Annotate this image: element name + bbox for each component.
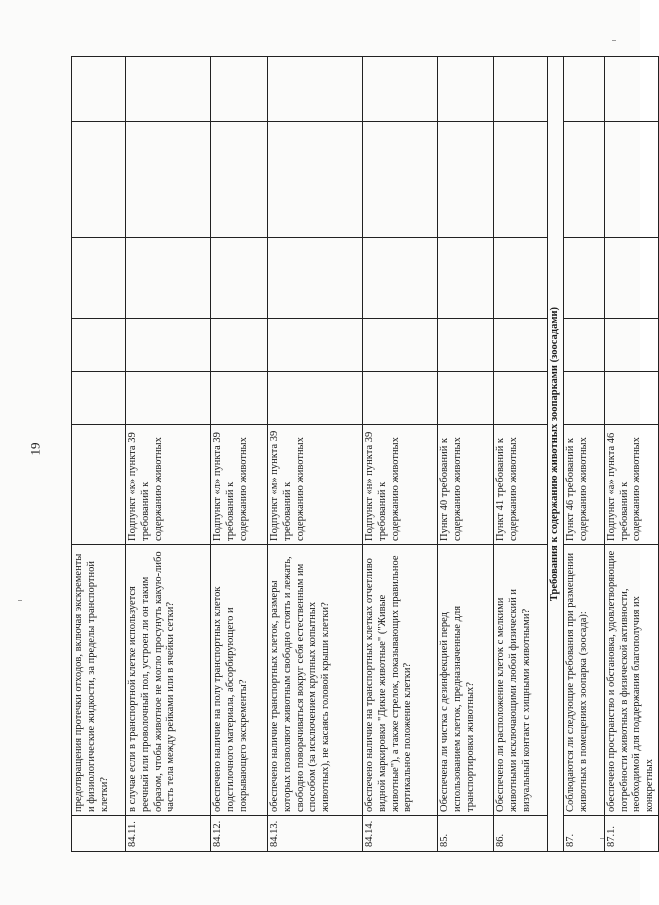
- empty-cell: [363, 122, 438, 238]
- row-number-cell: 86.: [494, 816, 548, 852]
- empty-cell: [563, 372, 604, 425]
- question-cell: обеспечено наличие транспортных клеток, размеры которых позволяют животным свободно стоять и лежать, свободно поворачиваться вокруг себя естественным им способом (за исключением крупных копытных животных), не касаясь головой крыши клетки?: [268, 545, 363, 816]
- empty-cell: [563, 57, 604, 122]
- row-number-cell: 87.: [563, 816, 604, 852]
- table-row: [604, 57, 658, 852]
- question-cell: обеспечено пространство и обстановка, удовлетворяющие потребности животных в физической активности, необходимой для поддержания благополучия их конкретных: [604, 545, 658, 816]
- scan-speck: [600, 838, 604, 839]
- empty-cell: [604, 122, 658, 238]
- row-number-cell: 87.1.: [604, 816, 658, 852]
- table-row: [72, 57, 126, 852]
- empty-cell: [494, 238, 548, 319]
- empty-cell: [72, 238, 126, 319]
- empty-cell: [563, 122, 604, 238]
- row-number-cell: 84.13.: [268, 816, 363, 852]
- requirement-ref-cell: Пункт 41 требований к содержанию животных: [494, 425, 548, 545]
- question-cell: Обеспечено ли расположение клеток с мелкими животными исключающими любой физический и визуальный контакт с хищными животными?: [494, 545, 548, 816]
- table-row: [268, 57, 363, 852]
- question-cell: Обеспечена ли чистка с дезинфекцией перед использованием клеток, предназначенные для транспортировки животных?: [438, 545, 494, 816]
- row-number-cell: 84.14.: [363, 816, 438, 852]
- requirement-ref-cell: Подпункт «а» пункта 46 требований к содержанию животных: [604, 425, 658, 545]
- empty-cell: [211, 319, 268, 372]
- scan-speck: [18, 600, 22, 601]
- table-row: [126, 57, 211, 852]
- empty-cell: [363, 238, 438, 319]
- section-title: Требования к содержанию животных зоопарками (зоосадами): [548, 57, 564, 852]
- empty-cell: [363, 319, 438, 372]
- empty-cell: [494, 122, 548, 238]
- empty-cell: [211, 122, 268, 238]
- table-row: [563, 57, 604, 852]
- empty-cell: [268, 319, 363, 372]
- table-row: [211, 57, 268, 852]
- row-number-cell: 84.12.: [211, 816, 268, 852]
- empty-cell: [438, 122, 494, 238]
- empty-cell: [72, 122, 126, 238]
- row-number-cell: 85.: [438, 816, 494, 852]
- question-cell: Соблюдаются ли следующие требования при размещении животных в помещениях зоопарка (зоосада):: [563, 545, 604, 816]
- requirement-ref-cell: Пункт 40 требований к содержанию животных: [438, 425, 494, 545]
- empty-cell: [72, 372, 126, 425]
- empty-cell: [494, 372, 548, 425]
- empty-cell: [438, 372, 494, 425]
- empty-cell: [438, 238, 494, 319]
- empty-cell: [604, 319, 658, 372]
- requirement-ref-cell: Подпункт «к» пункта 39 требований к содержанию животных: [126, 425, 211, 545]
- empty-cell: [604, 57, 658, 122]
- checklist-table-rotated: [71, 57, 656, 852]
- requirement-ref-cell: [72, 425, 126, 545]
- empty-cell: [563, 238, 604, 319]
- question-cell: обеспечено наличие на полу транспортных клеток подстилочного материала, абсорбирующего и покрывающего экскременты?: [211, 545, 268, 816]
- empty-cell: [268, 57, 363, 122]
- row-number-cell: 84.11.: [126, 816, 211, 852]
- requirement-ref-cell: Подпункт «м» пункта 39 требований к содержанию животных: [268, 425, 363, 545]
- checklist-table: [71, 56, 659, 852]
- empty-cell: [211, 372, 268, 425]
- table-row: [363, 57, 438, 852]
- empty-cell: [438, 57, 494, 122]
- section-row: [548, 57, 564, 852]
- scan-speck: [612, 40, 616, 41]
- empty-cell: [494, 57, 548, 122]
- page-number: 19: [27, 442, 43, 456]
- empty-cell: [126, 122, 211, 238]
- empty-cell: [72, 57, 126, 122]
- table-row: [438, 57, 494, 852]
- empty-cell: [126, 319, 211, 372]
- empty-cell: [604, 372, 658, 425]
- requirement-ref-cell: Подпункт «н» пункта 39 требований к содержанию животных: [363, 425, 438, 545]
- empty-cell: [126, 372, 211, 425]
- question-cell: обеспечено наличие на транспортных клетках отчетливо видной маркировки "Дикие животные" ("Живые животные"), а также стрелок, показывающих правильное вертикальное положение клетки?: [363, 545, 438, 816]
- empty-cell: [126, 238, 211, 319]
- empty-cell: [363, 57, 438, 122]
- empty-cell: [438, 319, 494, 372]
- empty-cell: [268, 372, 363, 425]
- empty-cell: [563, 319, 604, 372]
- row-number-cell: [72, 816, 126, 852]
- empty-cell: [363, 372, 438, 425]
- requirement-ref-cell: Подпункт «л» пункта 39 требований к содержанию животных: [211, 425, 268, 545]
- question-cell: в случае если в транспортной клетке используется реечный или проволочный пол, устроен ли он таким образом, чтобы животное не могло просунуть какую-либо часть тела между рейками или в ячейки сетки?: [126, 545, 211, 816]
- table-row: [494, 57, 548, 852]
- question-cell: предотвращения протечки отходов, включая экскременты и физиологические жидкости, за пределы транспортной клетки?: [72, 545, 126, 816]
- empty-cell: [494, 319, 548, 372]
- empty-cell: [72, 319, 126, 372]
- requirement-ref-cell: Пункт 46 требований к содержанию животных: [563, 425, 604, 545]
- empty-cell: [604, 238, 658, 319]
- empty-cell: [211, 57, 268, 122]
- empty-cell: [126, 57, 211, 122]
- empty-cell: [268, 238, 363, 319]
- empty-cell: [268, 122, 363, 238]
- empty-cell: [211, 238, 268, 319]
